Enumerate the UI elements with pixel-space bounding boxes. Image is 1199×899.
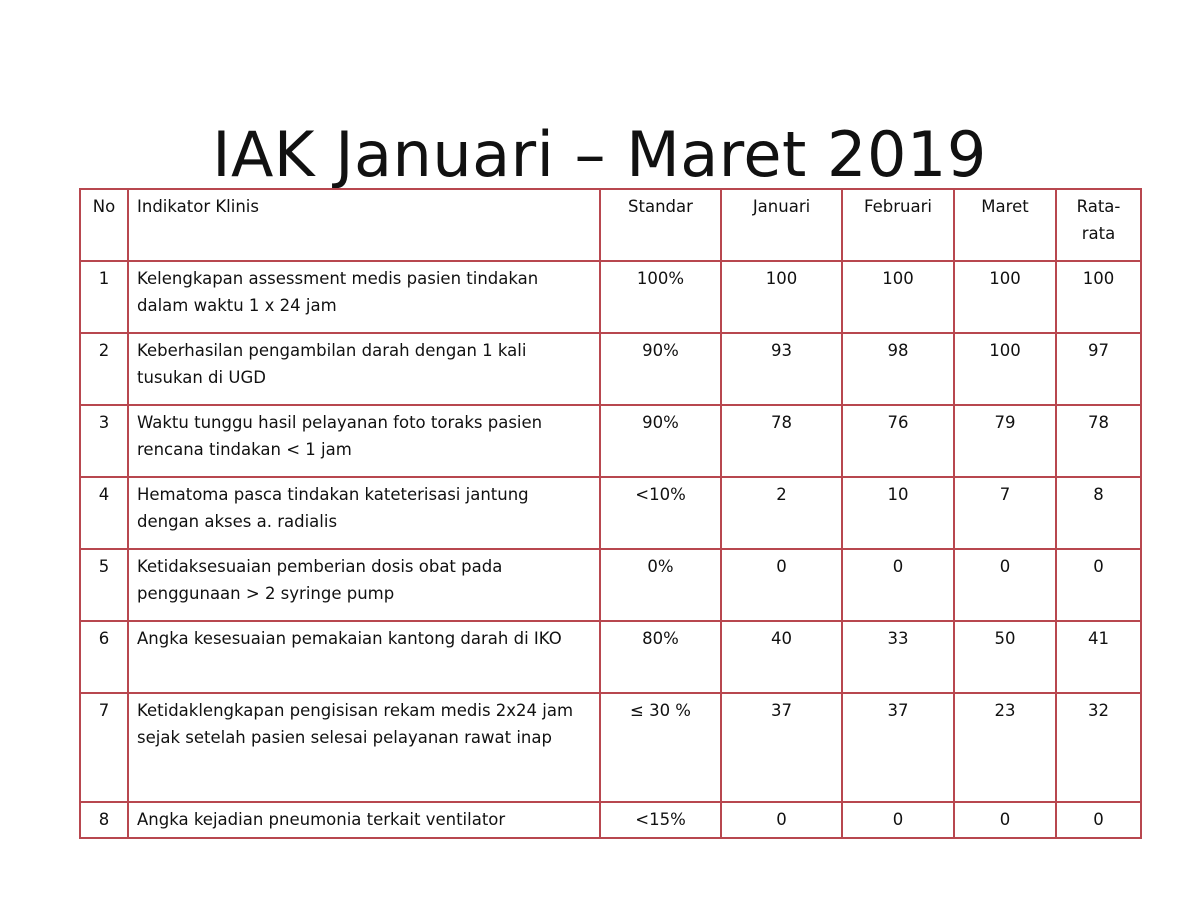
cell-standar: <10%: [600, 477, 721, 549]
table-row: [80, 477, 1141, 549]
table-row: [80, 405, 1141, 477]
cell-indikator: Angka kejadian pneumonia terkait ventilator: [128, 802, 600, 838]
cell-januari: 2: [721, 477, 842, 549]
header-no: No: [80, 189, 128, 261]
cell-februari: 10: [842, 477, 954, 549]
table-row: [80, 549, 1141, 621]
cell-no: 5: [80, 549, 128, 621]
header-februari: Februari: [842, 189, 954, 261]
cell-maret: 100: [954, 261, 1056, 333]
cell-februari: 37: [842, 693, 954, 802]
cell-standar: 90%: [600, 333, 721, 405]
cell-no: 1: [80, 261, 128, 333]
cell-rata-rata: 0: [1056, 802, 1141, 838]
cell-no: 4: [80, 477, 128, 549]
table-header-row: [80, 189, 1141, 261]
cell-maret: 50: [954, 621, 1056, 693]
cell-indikator: Ketidaklengkapan pengisisan rekam medis 2x24 jam sejak setelah pasien selesai pelayanan rawat inap: [128, 693, 600, 802]
header-rata-rata: Rata-rata: [1056, 189, 1141, 261]
cell-januari: 37: [721, 693, 842, 802]
cell-no: 8: [80, 802, 128, 838]
cell-standar: 80%: [600, 621, 721, 693]
cell-indikator: Waktu tunggu hasil pelayanan foto toraks pasien rencana tindakan < 1 jam: [128, 405, 600, 477]
cell-januari: 40: [721, 621, 842, 693]
cell-januari: 0: [721, 549, 842, 621]
cell-standar: 0%: [600, 549, 721, 621]
slide-title: IAK Januari – Maret 2019: [212, 117, 987, 191]
iak-table: [79, 188, 1142, 839]
cell-no: 7: [80, 693, 128, 802]
cell-standar: <15%: [600, 802, 721, 838]
cell-indikator: Keberhasilan pengambilan darah dengan 1 kali tusukan di UGD: [128, 333, 600, 405]
cell-maret: 0: [954, 802, 1056, 838]
table-row: [80, 261, 1141, 333]
cell-no: 6: [80, 621, 128, 693]
cell-februari: 98: [842, 333, 954, 405]
header-indikator: Indikator Klinis: [128, 189, 600, 261]
table-row: [80, 693, 1141, 802]
cell-februari: 76: [842, 405, 954, 477]
cell-indikator: Ketidaksesuaian pemberian dosis obat pada penggunaan > 2 syringe pump: [128, 549, 600, 621]
table-row: [80, 333, 1141, 405]
cell-rata-rata: 100: [1056, 261, 1141, 333]
cell-maret: 23: [954, 693, 1056, 802]
cell-maret: 79: [954, 405, 1056, 477]
cell-rata-rata: 32: [1056, 693, 1141, 802]
cell-rata-rata: 41: [1056, 621, 1141, 693]
cell-no: 3: [80, 405, 128, 477]
table-row: [80, 802, 1141, 838]
cell-maret: 100: [954, 333, 1056, 405]
cell-januari: 100: [721, 261, 842, 333]
header-januari: Januari: [721, 189, 842, 261]
cell-standar: ≤ 30 %: [600, 693, 721, 802]
cell-februari: 0: [842, 549, 954, 621]
table-row: [80, 621, 1141, 693]
cell-januari: 93: [721, 333, 842, 405]
header-standar: Standar: [600, 189, 721, 261]
cell-februari: 100: [842, 261, 954, 333]
header-maret: Maret: [954, 189, 1056, 261]
cell-indikator: Hematoma pasca tindakan kateterisasi jantung dengan akses a. radialis: [128, 477, 600, 549]
cell-standar: 90%: [600, 405, 721, 477]
cell-rata-rata: 97: [1056, 333, 1141, 405]
cell-januari: 78: [721, 405, 842, 477]
cell-maret: 7: [954, 477, 1056, 549]
cell-indikator: Angka kesesuaian pemakaian kantong darah di IKO: [128, 621, 600, 693]
cell-no: 2: [80, 333, 128, 405]
cell-standar: 100%: [600, 261, 721, 333]
cell-maret: 0: [954, 549, 1056, 621]
cell-rata-rata: 78: [1056, 405, 1141, 477]
cell-februari: 33: [842, 621, 954, 693]
cell-indikator: Kelengkapan assessment medis pasien tindakan dalam waktu 1 x 24 jam: [128, 261, 600, 333]
cell-januari: 0: [721, 802, 842, 838]
cell-rata-rata: 0: [1056, 549, 1141, 621]
cell-rata-rata: 8: [1056, 477, 1141, 549]
cell-februari: 0: [842, 802, 954, 838]
